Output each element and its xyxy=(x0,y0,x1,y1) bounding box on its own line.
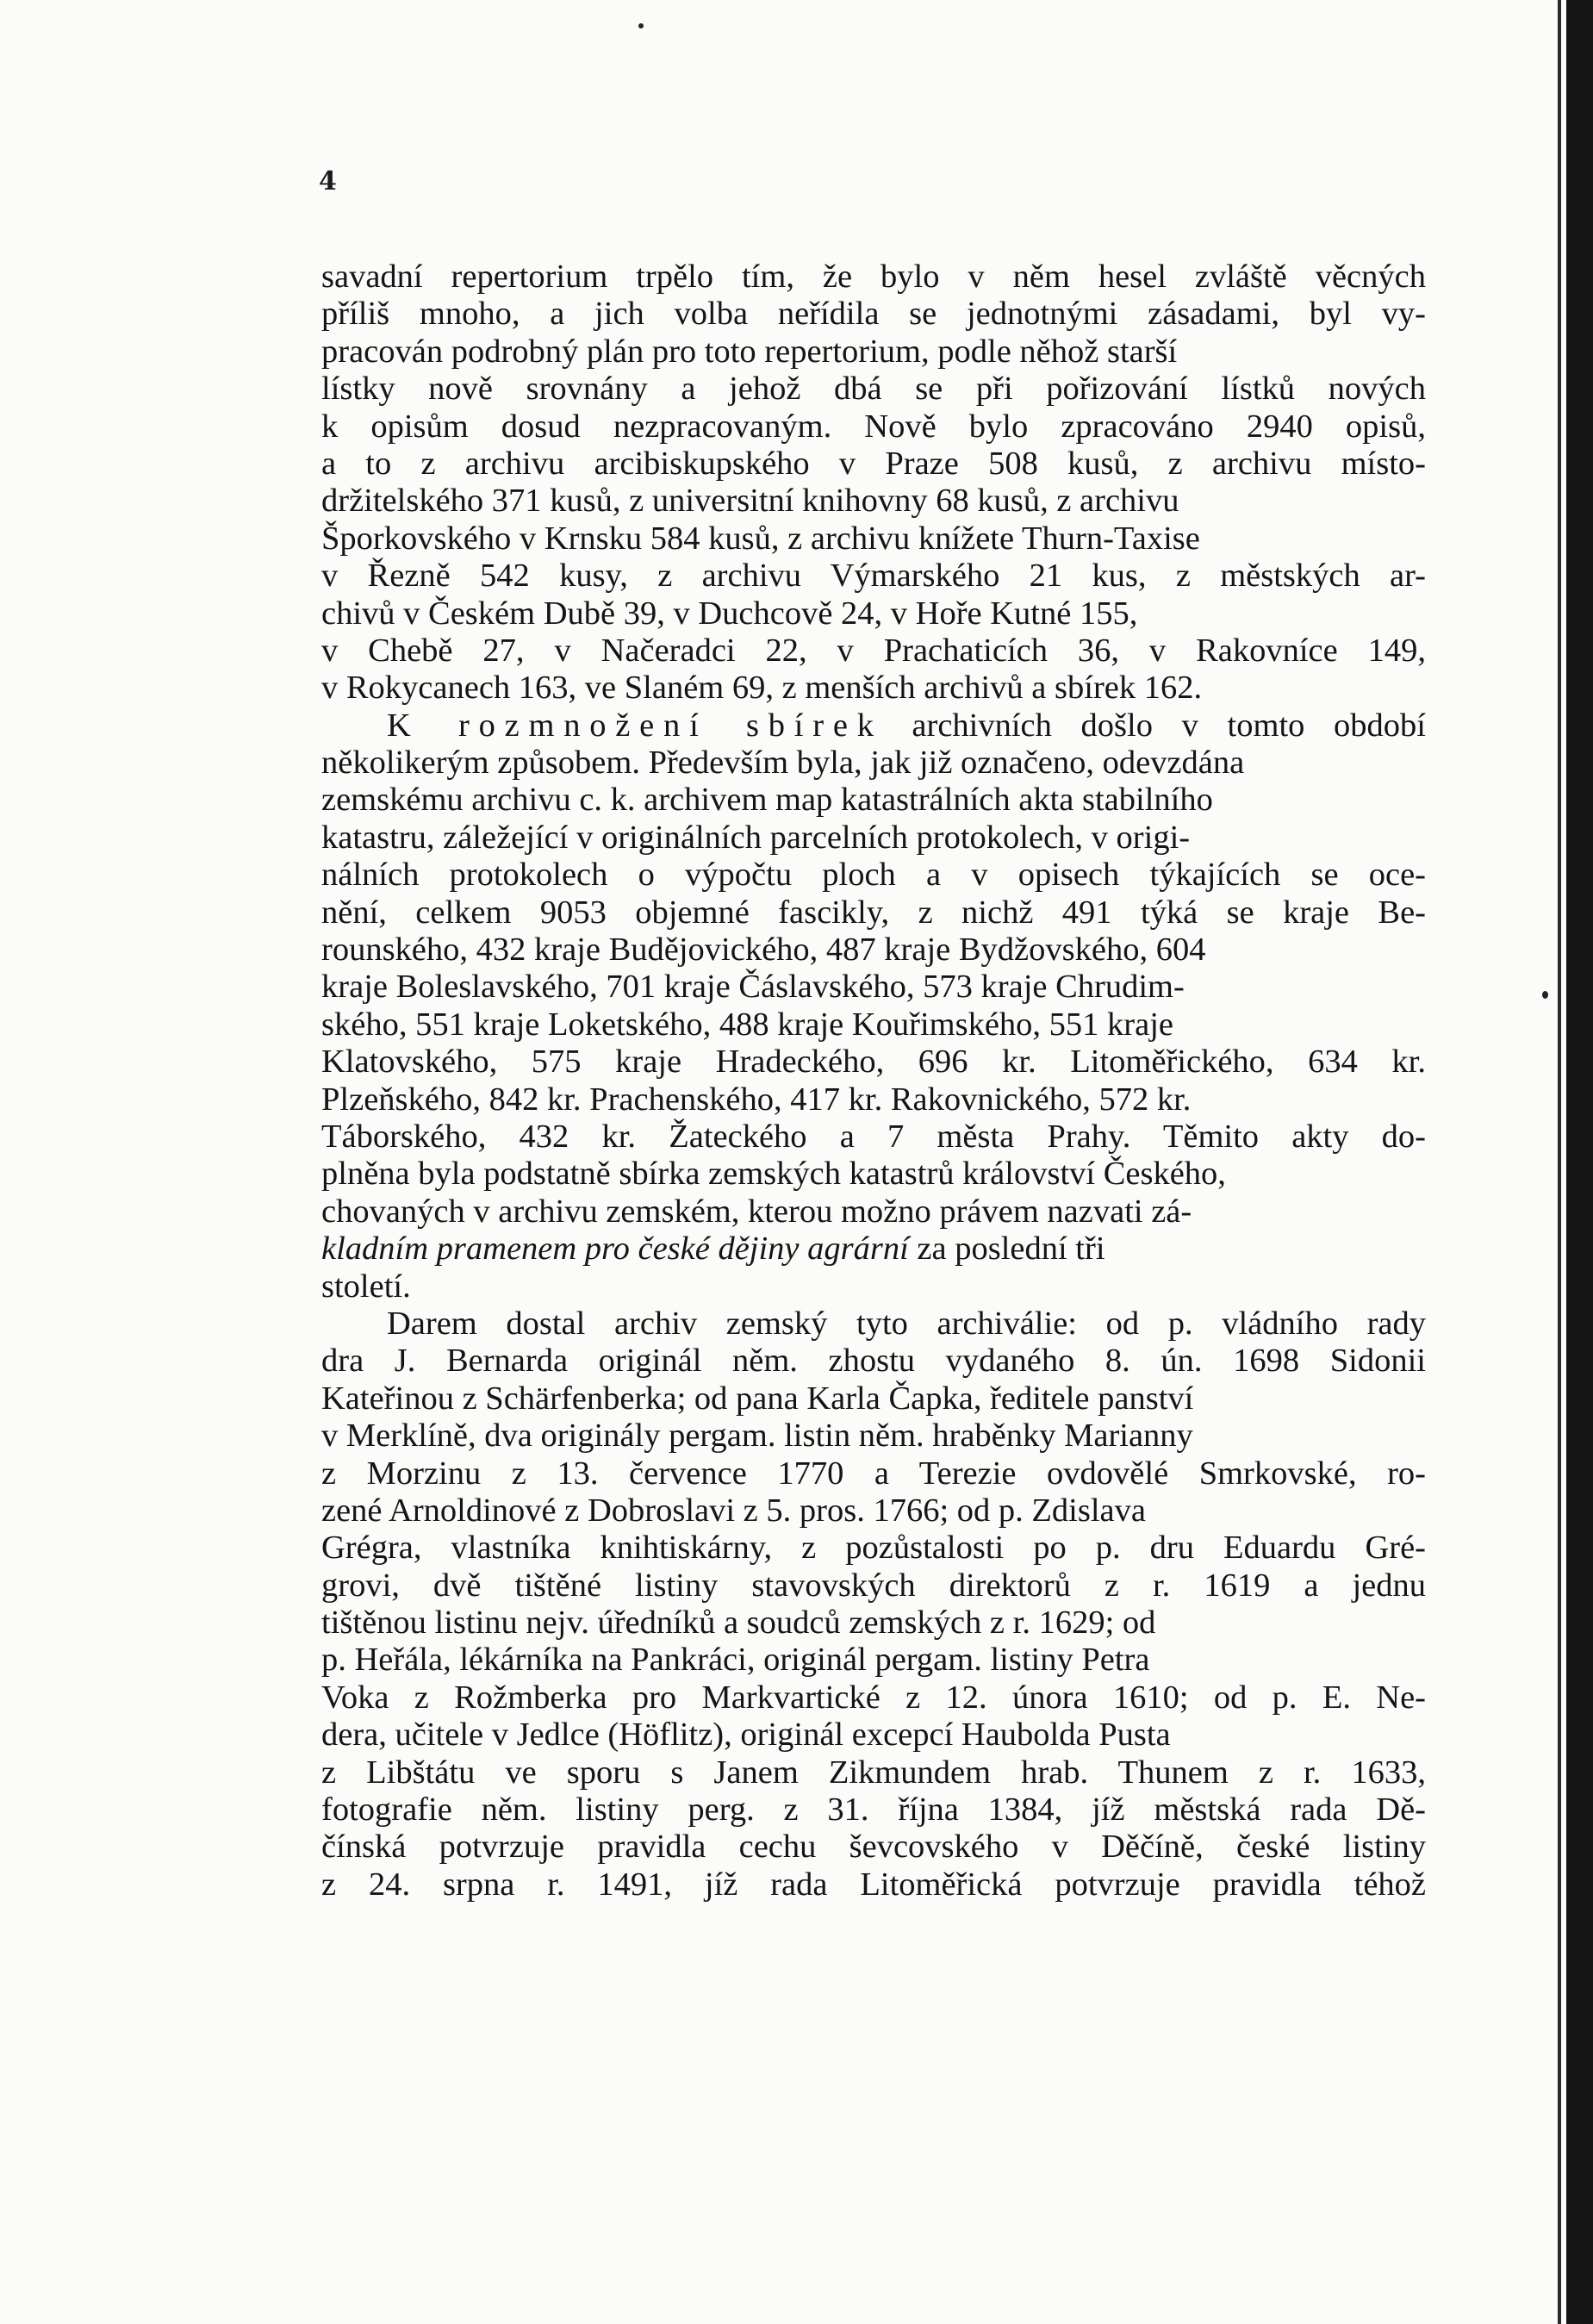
text-line-38: p. Heřála, lékárníka na Pankráci, originál pergam. listiny Petra xyxy=(321,1642,1150,1679)
text-line-44: z 24. srpna r. 1491, jíž rada Litoměřická potvrzuje pravidla téhož xyxy=(321,1866,1426,1903)
body-text xyxy=(321,259,1426,1903)
text-line-35: Grégra, vlastníka knihtiskárny, z pozůstalosti po p. dru Eduardu Gré- xyxy=(321,1530,1426,1567)
text-line-27: kladním pramenem pro české dějiny agrární za poslední tři xyxy=(321,1231,1105,1268)
text-line-8: Šporkovského v Krnsku 584 kusů, z archivu knížete Thurn-Taxise xyxy=(321,520,1200,557)
text-line-1: savadní repertorium trpělo tím, že bylo v něm hesel zvláště věcných xyxy=(321,259,1426,295)
text-line-13: K rozmnožení sbírek archivních došlo v tomto období xyxy=(387,707,1426,744)
text-line-16: katastru, záležející v originálních parcelních protokolech, v origi- xyxy=(321,819,1191,856)
italic-phrase: kladním pramenem pro české dějiny agrární xyxy=(321,1231,909,1268)
text-line-4: lístky nově srovnány a jehož dbá se při pořizování lístků nových xyxy=(321,371,1426,408)
text-line-21: ského, 551 kraje Loketského, 488 kraje Kouřimského, 551 kraje xyxy=(321,1006,1173,1043)
text-line-6: a to z archivu arcibiskupského v Praze 508 kusů, z archivu místo- xyxy=(321,445,1426,482)
text-line-24: Táborského, 432 kr. Žateckého a 7 města Prahy. Těmito akty do- xyxy=(321,1118,1426,1155)
text-line-30: dra J. Bernarda originál něm. zhostu vydaného 8. ún. 1698 Sidonii xyxy=(321,1343,1426,1380)
text-line-25: plněna byla podstatně sbírka zemských katastrů království Českého, xyxy=(321,1156,1226,1193)
spaced-phrase: K rozmnožení sbírek xyxy=(387,707,883,744)
text-line-18: nění, celkem 9053 objemné fascikly, z nichž 491 týká se kraje Be- xyxy=(321,894,1426,931)
text-line-19: rounského, 432 kraje Budějovického, 487 kraje Bydžovského, 604 xyxy=(321,931,1206,969)
text-line-22: Klatovského, 575 kraje Hradeckého, 696 kr. Litoměřického, 634 kr. xyxy=(321,1044,1426,1081)
text-line-34: zené Arnoldinové z Dobroslavi z 5. pros. 1766; od p. Zdislava xyxy=(321,1492,1146,1529)
text-line-36: grovi, dvě tištěné listiny stavovských direktorů z r. 1619 a jednu xyxy=(321,1567,1426,1604)
text-line-33: z Morzinu z 13. července 1770 a Terezie ovdovělé Smrkovské, ro- xyxy=(321,1455,1426,1492)
text-line-15: zemskému archivu c. k. archivem map katastrálních akta stabilního xyxy=(321,782,1213,819)
text-line-43: čínská potvrzuje pravidla cechu ševcovského v Děčíně, české listiny xyxy=(321,1829,1426,1866)
text-line-3: pracován podrobný plán pro toto repertorium, podle něhož starší xyxy=(321,333,1178,370)
margin-speck xyxy=(1542,991,1548,999)
text-line-26: chovaných v archivu zemském, kterou možno právem nazvati zá- xyxy=(321,1193,1192,1230)
text-line-23: Plzeňského, 842 kr. Prachenského, 417 kr. Rakovnického, 572 kr. xyxy=(321,1081,1192,1118)
top-speck xyxy=(638,23,644,28)
text-line-17: nálních protokolech o výpočtu ploch a v opisech týkajících se oce- xyxy=(321,857,1426,894)
scan-border xyxy=(1566,0,1593,2324)
text-line-10: chivů v Českém Dubě 39, v Duchcově 24, v Hoře Kutné 155, xyxy=(321,595,1138,632)
text-line-20: kraje Boleslavského, 701 kraje Čáslavského, 573 kraje Chrudim- xyxy=(321,969,1185,1006)
text-line-14: několikerým způsobem. Především byla, jak již označeno, odevzdána xyxy=(321,745,1245,782)
text-line-12: v Rokycanech 163, ve Slaném 69, z menších archivů a sbírek 162. xyxy=(321,670,1203,707)
text-line-2: příliš mnoho, a jich volba neřídila se jednotnými zásadami, byl vy- xyxy=(321,296,1426,333)
text-line-7: držitelského 371 kusů, z universitní knihovny 68 kusů, z archivu xyxy=(321,483,1179,520)
page-number: 4 xyxy=(319,166,337,196)
text-line-37: tištěnou listinu nejv. úředníků a soudců zemských z r. 1629; od xyxy=(321,1604,1156,1642)
text-line-40: dera, učitele v Jedlce (Höflitz), originál excepcí Haubolda Pusta xyxy=(321,1717,1171,1754)
text-line-5: k opisům dosud nezpracovaným. Nově bylo zpracováno 2940 opisů, xyxy=(321,408,1426,445)
text-line-11: v Chebě 27, v Načeradci 22, v Prachaticích 36, v Rakovníce 149, xyxy=(321,632,1426,669)
text-line-9: v Řezně 542 kusy, z archivu Výmarského 21 kus, z městských ar- xyxy=(321,558,1426,595)
text-line-42: fotografie něm. listiny perg. z 31. října 1384, jíž městská rada Dě- xyxy=(321,1791,1426,1829)
page-edge-shadow xyxy=(1558,0,1561,2324)
text-line-28: století. xyxy=(321,1268,411,1305)
text-line-41: z Libštátu ve sporu s Janem Zikmundem hrab. Thunem z r. 1633, xyxy=(321,1754,1426,1791)
text-line-31: Kateřinou z Schärfenberka; od pana Karla Čapka, ředitele panství xyxy=(321,1380,1194,1417)
text-line-29: Darem dostal archiv zemský tyto archiválie: od p. vládního rady xyxy=(387,1305,1426,1342)
text-line-32: v Merklíně, dva originály pergam. listin něm. hraběnky Marianny xyxy=(321,1417,1193,1455)
text-line-39: Voka z Rožmberka pro Markvartické z 12. února 1610; od p. E. Ne- xyxy=(321,1679,1426,1716)
